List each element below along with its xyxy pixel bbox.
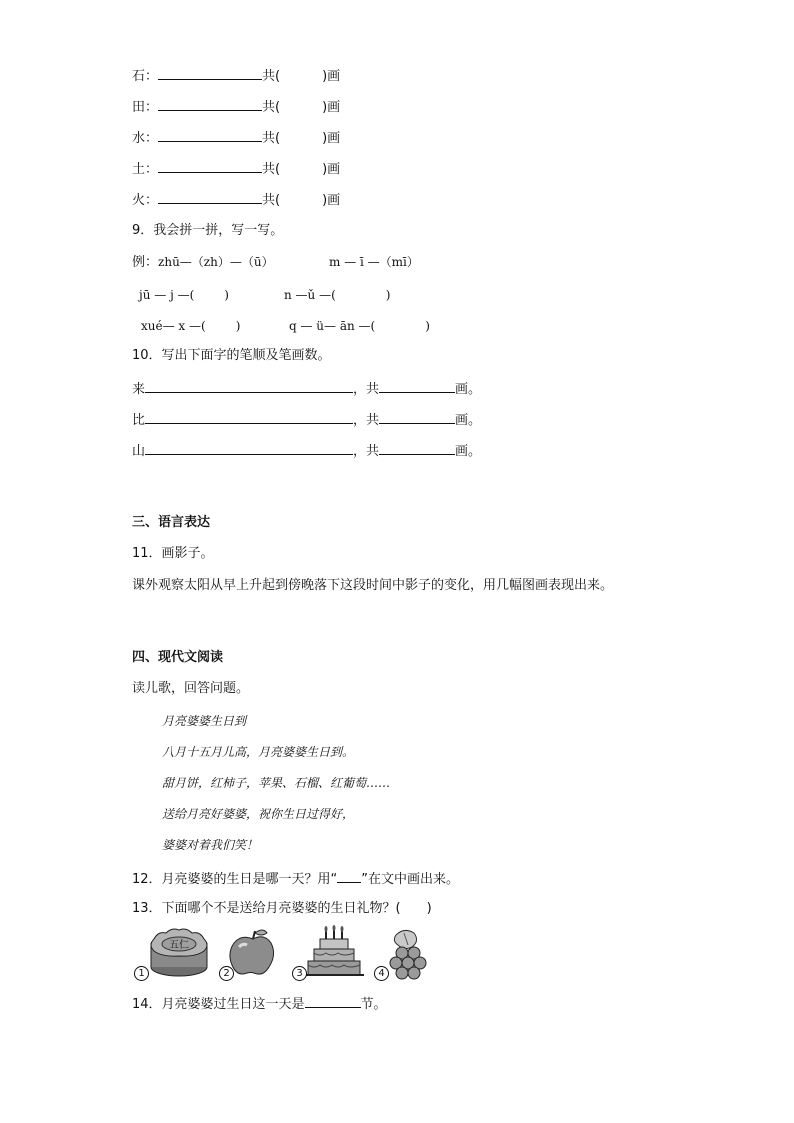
pinyin-item: q — ü— ān —( bbox=[289, 319, 376, 333]
option-number: 2 bbox=[219, 966, 234, 981]
section-4-heading: 四、现代文阅读 bbox=[132, 650, 224, 665]
answer-blank[interactable] bbox=[158, 159, 262, 173]
example-label: 例： bbox=[132, 255, 159, 270]
q10-row bbox=[132, 379, 481, 399]
answer-blank[interactable] bbox=[158, 190, 262, 204]
colon: ： bbox=[145, 69, 159, 84]
poem-line: 甜月饼，红柿子，苹果、石榴、红葡萄…… bbox=[162, 776, 391, 790]
option-number: 1 bbox=[134, 966, 149, 981]
q12-text: 12．月亮婆婆的生日是哪一天？用“ bbox=[132, 872, 338, 887]
gong-text: 共( bbox=[262, 162, 281, 177]
q12 bbox=[132, 869, 459, 889]
hua-text: 画。 bbox=[455, 444, 482, 459]
gong-text: ，共 bbox=[353, 382, 380, 397]
q11-title: 11．画影子。 bbox=[132, 546, 214, 561]
q14-text-end: 节。 bbox=[360, 997, 387, 1012]
paren-close: ) bbox=[425, 319, 430, 333]
paren-close: ) bbox=[235, 319, 241, 333]
gong-text: ，共 bbox=[353, 444, 380, 459]
answer-blank[interactable] bbox=[145, 410, 353, 424]
option-number: 3 bbox=[292, 966, 307, 981]
row-char: 水 bbox=[132, 131, 146, 146]
hua-text: 画。 bbox=[455, 382, 482, 397]
row-char: 火 bbox=[132, 193, 146, 208]
answer-blank[interactable] bbox=[145, 379, 353, 393]
gong-text: 共( bbox=[262, 131, 281, 146]
answer-blank[interactable] bbox=[379, 410, 455, 424]
answer-blank[interactable] bbox=[145, 441, 353, 455]
stroke-row bbox=[132, 128, 340, 148]
mooncake-label: 五仁 bbox=[169, 940, 189, 951]
stroke-row bbox=[132, 66, 340, 86]
colon: ： bbox=[145, 131, 159, 146]
paren-close: ) bbox=[426, 901, 432, 916]
hua-text: )画 bbox=[322, 193, 341, 208]
stroke-row bbox=[132, 159, 340, 179]
row-char: 山 bbox=[132, 444, 146, 459]
q10-row bbox=[132, 441, 481, 461]
hua-text: )画 bbox=[322, 69, 341, 84]
q11-text: 课外观察太阳从早上升起到傍晚落下这段时间中影子的变化，用几幅图画表现出来。 bbox=[132, 578, 614, 593]
colon: ： bbox=[145, 162, 159, 177]
poem-line: 婆婆对着我们笑！ bbox=[162, 838, 259, 852]
hua-text: )画 bbox=[322, 100, 341, 115]
row-char: 来 bbox=[132, 382, 146, 397]
example-1: zhū—（zh）—（ū） bbox=[158, 255, 274, 269]
poem-line: 八月十五月儿高，月亮婆婆生日到。 bbox=[162, 745, 355, 759]
answer-blank[interactable] bbox=[305, 994, 361, 1008]
option-3[interactable] bbox=[292, 925, 368, 981]
poem-line: 送给月亮好婆婆，祝你生日过得好， bbox=[162, 807, 355, 821]
reading-intro: 读儿歌，回答问题。 bbox=[132, 681, 250, 696]
answer-blank[interactable] bbox=[158, 128, 262, 142]
option-number: 4 bbox=[374, 966, 389, 981]
option-4[interactable] bbox=[374, 925, 434, 981]
answer-blank[interactable] bbox=[158, 97, 262, 111]
q9-title: 9．我会拼一拼，写一写。 bbox=[132, 223, 284, 238]
q12-text-end: ”在文中画出来。 bbox=[361, 872, 460, 887]
poem-title: 月亮婆婆生日到 bbox=[162, 714, 247, 728]
q13 bbox=[132, 900, 432, 918]
q9-row-2 bbox=[141, 317, 430, 335]
answer-blank[interactable] bbox=[158, 66, 262, 80]
gong-text: 共( bbox=[262, 100, 281, 115]
option-1[interactable] bbox=[134, 925, 214, 981]
pinyin-item: jū — j —( bbox=[139, 288, 195, 302]
hua-text: 画。 bbox=[455, 413, 482, 428]
paren-close: ) bbox=[385, 288, 391, 302]
gong-text: 共( bbox=[262, 193, 281, 208]
gong-text: 共( bbox=[262, 69, 281, 84]
pinyin-item: xué— x —( bbox=[141, 319, 206, 333]
example-2: m — ī —（mī） bbox=[329, 255, 419, 269]
q10-title: 10．写出下面字的笔顺及笔画数。 bbox=[132, 348, 331, 363]
q10-row bbox=[132, 410, 481, 430]
q14 bbox=[132, 994, 387, 1014]
paren-close: ) bbox=[224, 288, 229, 302]
row-char: 土 bbox=[132, 162, 146, 177]
q9-example bbox=[132, 253, 419, 272]
answer-blank[interactable] bbox=[379, 441, 455, 455]
row-char: 比 bbox=[132, 413, 146, 428]
pinyin-item-2 bbox=[284, 286, 390, 304]
pinyin-item: n —ǔ —( bbox=[284, 288, 336, 302]
pinyin-item-4 bbox=[289, 317, 430, 335]
q13-text: 13．下面哪个不是送给月亮婆婆的生日礼物？( bbox=[132, 901, 401, 916]
stroke-row bbox=[132, 190, 340, 210]
gong-text: ，共 bbox=[353, 413, 380, 428]
colon: ： bbox=[145, 100, 159, 115]
answer-blank[interactable] bbox=[337, 869, 361, 883]
row-char: 石 bbox=[132, 69, 146, 84]
hua-text: )画 bbox=[322, 131, 341, 146]
row-char: 田 bbox=[132, 100, 146, 115]
q14-text: 14．月亮婆婆过生日这一天是 bbox=[132, 997, 305, 1012]
section-3-heading: 三、语言表达 bbox=[132, 515, 211, 530]
stroke-row bbox=[132, 97, 340, 117]
answer-blank[interactable] bbox=[379, 379, 455, 393]
hua-text: )画 bbox=[322, 162, 341, 177]
option-2[interactable] bbox=[219, 925, 279, 981]
q9-row-1 bbox=[139, 286, 391, 304]
colon: ： bbox=[145, 193, 159, 208]
